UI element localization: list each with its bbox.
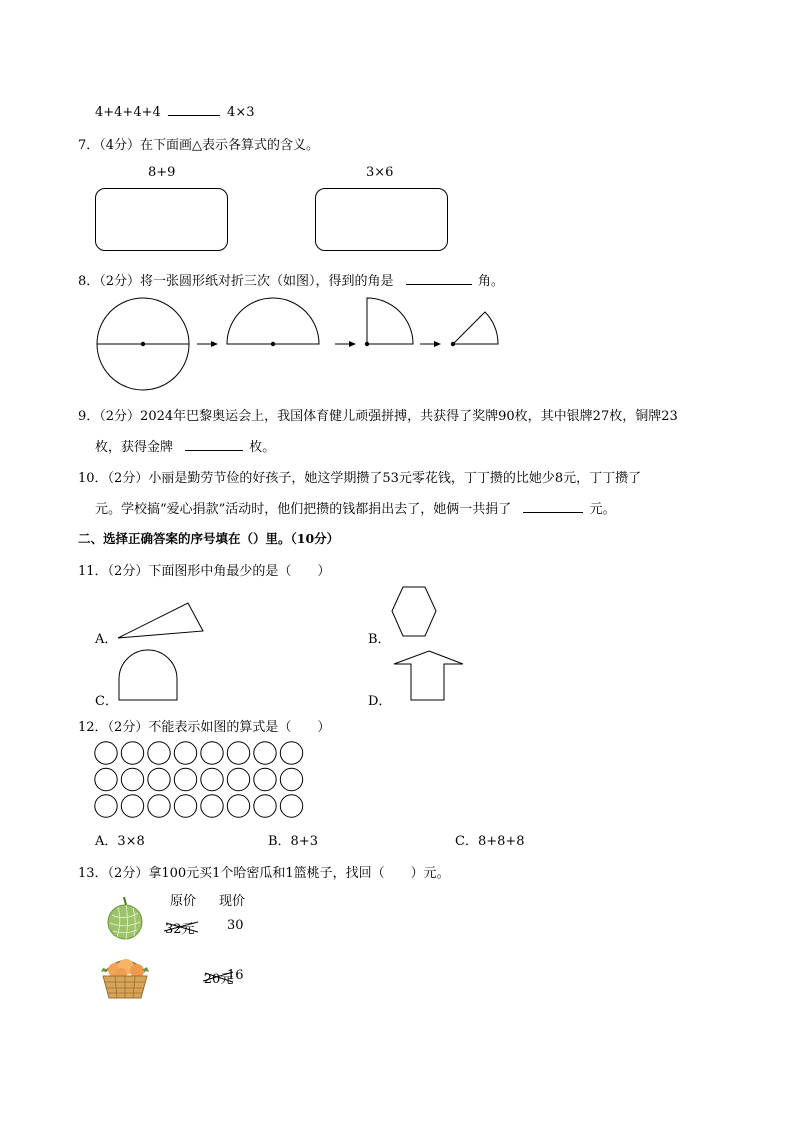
grid-circle bbox=[227, 742, 249, 764]
q11-question: 11．（2分）下面图形中角最少的是（ ） bbox=[78, 564, 331, 579]
grid-circle bbox=[121, 795, 143, 817]
grid-circle bbox=[174, 742, 196, 764]
melon-icon bbox=[104, 895, 144, 941]
grid-circle bbox=[254, 768, 276, 790]
grid-circle bbox=[121, 742, 143, 764]
grid-circle bbox=[227, 768, 249, 790]
melon-original-price bbox=[165, 918, 195, 937]
grid-circle bbox=[201, 742, 223, 764]
q11-triangle-shape bbox=[118, 603, 203, 638]
q9-suffix: 枚。 bbox=[249, 440, 276, 455]
grid-circle bbox=[280, 742, 302, 764]
grid-circle bbox=[95, 795, 117, 817]
q8-text: 8．（2分）将一张圆形纸对折三次（如图），得到的角是 bbox=[78, 274, 394, 289]
grid-circle bbox=[121, 768, 143, 790]
q9-answer-blank[interactable] bbox=[185, 437, 243, 451]
grid-circle bbox=[174, 768, 196, 790]
q7-expr-2: 3×6 bbox=[366, 165, 394, 180]
melon-original-price-text: 32元 bbox=[165, 922, 195, 937]
peach-basket-icon bbox=[95, 950, 155, 1005]
q11-hexagon-shape bbox=[392, 587, 436, 636]
section-2-title: 二、选择正确答案的序号填在（）里。（10分） bbox=[78, 531, 340, 546]
q13-question: 13．（2分）拿100元买1个哈密瓜和1篮桃子，找回（ ）元。 bbox=[78, 866, 450, 881]
q6-tail-line bbox=[95, 102, 254, 120]
q13-header-current: 现价 bbox=[219, 894, 246, 909]
grid-circle bbox=[254, 742, 276, 764]
grid-circle bbox=[174, 795, 196, 817]
q12-option-c[interactable]: C．8+8+8 bbox=[455, 834, 525, 849]
grid-circle bbox=[95, 742, 117, 764]
q13-header-original: 原价 bbox=[170, 894, 197, 909]
q10-line-1: 10．（2分）小丽是勤劳节俭的好孩子，她这学期攒了53元零花钱，丁丁攒的比她少8元，丁丁攒了 bbox=[78, 471, 642, 486]
q12-option-b[interactable]: B．8+3 bbox=[268, 834, 318, 849]
q6-left-expr: 4+4+4+4 bbox=[95, 105, 161, 120]
grid-circle bbox=[201, 768, 223, 790]
q12-option-a[interactable]: A．3×8 bbox=[95, 834, 145, 849]
q8-question bbox=[78, 270, 504, 289]
q9-prefix: 枚，获得金牌 bbox=[95, 440, 174, 455]
q6-right-expr: 4×3 bbox=[227, 105, 255, 120]
peach-original-price-text: 20元 bbox=[203, 972, 234, 987]
grid-circle bbox=[280, 768, 302, 790]
q9-line-1: 9．（2分）2024年巴黎奥运会上，我国体育健儿顽强拼搏，共获得了奖牌90枚，其中银牌27枚，铜牌23 bbox=[78, 409, 678, 424]
q11-arrow-shape bbox=[394, 651, 463, 700]
q11-option-c[interactable]: C． bbox=[95, 694, 118, 709]
q7-drawing-box-1[interactable] bbox=[95, 188, 228, 251]
grid-circle bbox=[95, 768, 117, 790]
q11-option-a[interactable]: A． bbox=[95, 632, 118, 647]
melon-current-price: 30 bbox=[227, 918, 244, 933]
q8-suffix: 角。 bbox=[477, 274, 504, 289]
peach-current-price: 16 bbox=[227, 968, 244, 983]
q12-circle-grid bbox=[92, 740, 312, 820]
q11-arch-shape bbox=[119, 650, 177, 700]
q11-option-b[interactable]: B． bbox=[368, 632, 391, 647]
q10-prefix: 元。学校搞“爱心捐款”活动时，他们把攒的钱都捐出去了，她俩一共捐了 bbox=[95, 502, 512, 517]
grid-circle bbox=[280, 795, 302, 817]
q7-expr-1: 8+9 bbox=[148, 165, 176, 180]
grid-circle bbox=[148, 742, 170, 764]
q12-question: 12．（2分）不能表示如图的算式是（ ） bbox=[78, 720, 331, 735]
q6-answer-blank[interactable] bbox=[168, 102, 220, 116]
grid-circle bbox=[201, 795, 223, 817]
q8-answer-blank[interactable] bbox=[406, 271, 472, 285]
q10-suffix: 元。 bbox=[589, 502, 616, 517]
q7-drawing-box-2[interactable] bbox=[315, 188, 448, 251]
grid-circle bbox=[227, 795, 249, 817]
q10-answer-blank[interactable] bbox=[523, 499, 583, 513]
grid-circle bbox=[254, 795, 276, 817]
q10-line-2 bbox=[95, 498, 616, 517]
q9-line-2 bbox=[95, 436, 275, 455]
q7-question: 7．（4分）在下面画△表示各算式的含义。 bbox=[78, 138, 320, 153]
grid-circle bbox=[148, 768, 170, 790]
grid-circle bbox=[148, 795, 170, 817]
q11-option-d[interactable]: D． bbox=[368, 694, 392, 709]
